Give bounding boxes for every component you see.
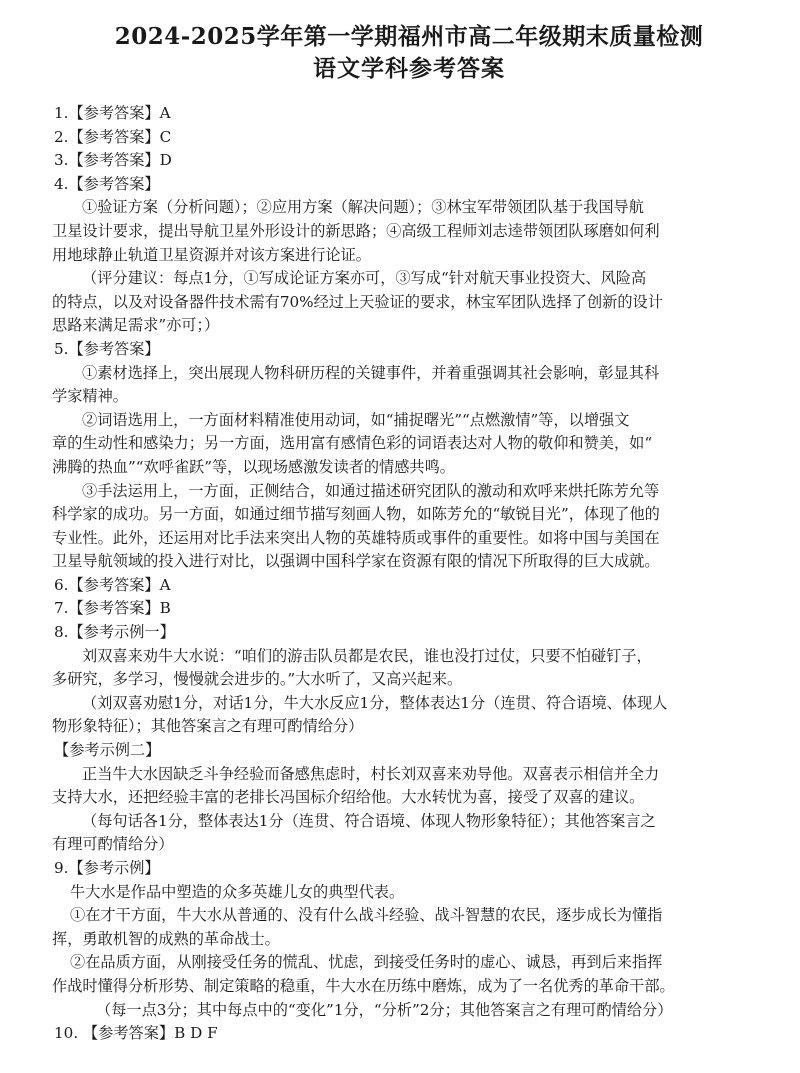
text-line: 8.【参考示例一】 [54,623,175,642]
text-line: 3.【参考答案】D [54,151,172,170]
text-line: ①在才干方面，牛大水从普通的、没有什么战斗经验、战斗智慧的农民，逐步成长为懂指 [70,906,663,925]
text-line: ①素材选择上，突出展现人物科研历程的关键事件，并着重强调其社会影响，彰显其科 [82,363,660,382]
text-line: 多研究，多学习，慢慢就会进步的。”大水听了，又高兴起来。 [52,670,463,689]
text-line: 作战时懂得分析形势、制定策略的稳重，牛大水在历练中磨炼，成为了一名优秀的革命干部。 [52,976,675,995]
text-line: 支持大水，还把经验丰富的老排长冯国标介绍给他。大水转忧为喜，接受了双喜的建议。 [52,788,645,807]
text-line: 挥，勇敢机智的成熟的革命战士。 [52,929,280,948]
text-line: （评分建议：每点1分，①写成论证方案亦可，③写成“针对航天事业投资大、风险高 [82,269,647,288]
text-line: （刘双喜劝慰1分，对话1分，牛大水反应1分，整体表达1分（连贯、符合语境、体现人 [82,693,668,712]
text-line: 牛大水是作品中塑造的众多英雄儿女的典型代表。 [70,882,405,901]
text-line: 卫星设计要求，提出导航卫星外形设计的新思路；④高级工程师刘志逵带领团队琢磨如何利 [52,221,660,240]
text-line: 正当牛大水因缺乏斗争经验而备感焦虑时，村长刘双喜来劝导他。双喜表示相信并全力 [82,764,660,783]
text-line: 9.【参考示例】 [54,859,160,877]
answer-body [52,102,766,1046]
text-line: 【参考示例二】 [54,741,161,760]
text-line: ②词语选用上，一方面材料精准使用动词，如“捕捉曙光”“点燃激情”等，以增强文 [82,410,630,429]
document-subtitle: 语文学科参考答案 [313,55,505,82]
text-line: ③手法运用上，一方面，正侧结合，如通过描述研究团队的激动和欢呼来烘托陈芳允等 [82,481,660,500]
text-line: 物形象特征）；其他答案言之有理可酌情给分） [52,717,364,736]
text-line: 章的生动性和感染力；另一方面，选用富有感情色彩的词语表达对人物的敬仰和赞美，如“ [52,434,653,453]
text-line: 4.【参考答案】 [54,174,160,193]
text-line: 10. 【参考答案】B D F [54,1024,218,1043]
text-line: 1.【参考答案】A [54,104,171,122]
text-line: 2.【参考答案】C [54,127,172,146]
document-title: 2024-2025学年第一学期福州市高二年级期末质量检测 [114,23,704,50]
text-line: ②在品质方面，从刚接受任务的慌乱、忧虑，到接受任务时的虚心、诚恳，再到后来指挥 [70,953,663,972]
text-line: 5.【参考答案】 [54,339,160,358]
text-line: 卫星导航领域的投入进行对比，以强调中国科学家在资源有限的情况下所取得的巨大成就。 [52,552,660,571]
text-line: 专业性。此外，还运用对比手法来突出人物的英雄特质或事件的重要性。如将中国与美国在 [52,528,660,547]
text-line: 有理可酌情给分） [52,835,174,854]
text-line: （每一点3分；其中每点中的“变化”1分，“分析”2分；其他答案言之有理可酌情给分） [96,1000,673,1019]
text-line: ①验证方案（分析问题）；②应用方案（解决问题）；③林宝军带领团队基于我国导航 [82,198,644,217]
text-line: 科学家的成功。另一方面，如通过细节描写刻画人物，如陈芳允的“敏锐目光”，体现了他的 [52,505,660,524]
text-line: 思路来满足需求”亦可；） [52,316,220,335]
text-line: 的特点，以及对设备器件技术需有70%经过上天验证的要求，林宝军团队选择了创新的设计 [52,292,663,311]
text-line: 学家精神。 [52,387,128,406]
text-line: （每句话各1分，整体表达1分（连贯、符合语境、体现人物形象特征）；其他答案言之 [82,811,656,830]
text-line: 用地球静止轨道卫星资源并对该方案进行论证。 [52,245,371,264]
text-line: 沸腾的热血”“欢呼雀跃”等，以现场感激发读者的情感共鸣。 [52,457,455,476]
text-line: 刘双喜来劝牛大水说：“咱们的游击队员都是农民，谁也没打过仗，只要不怕碰钉子， [82,646,652,665]
text-line: 7.【参考答案】B [54,599,171,618]
text-line: 6.【参考答案】A [54,575,171,594]
